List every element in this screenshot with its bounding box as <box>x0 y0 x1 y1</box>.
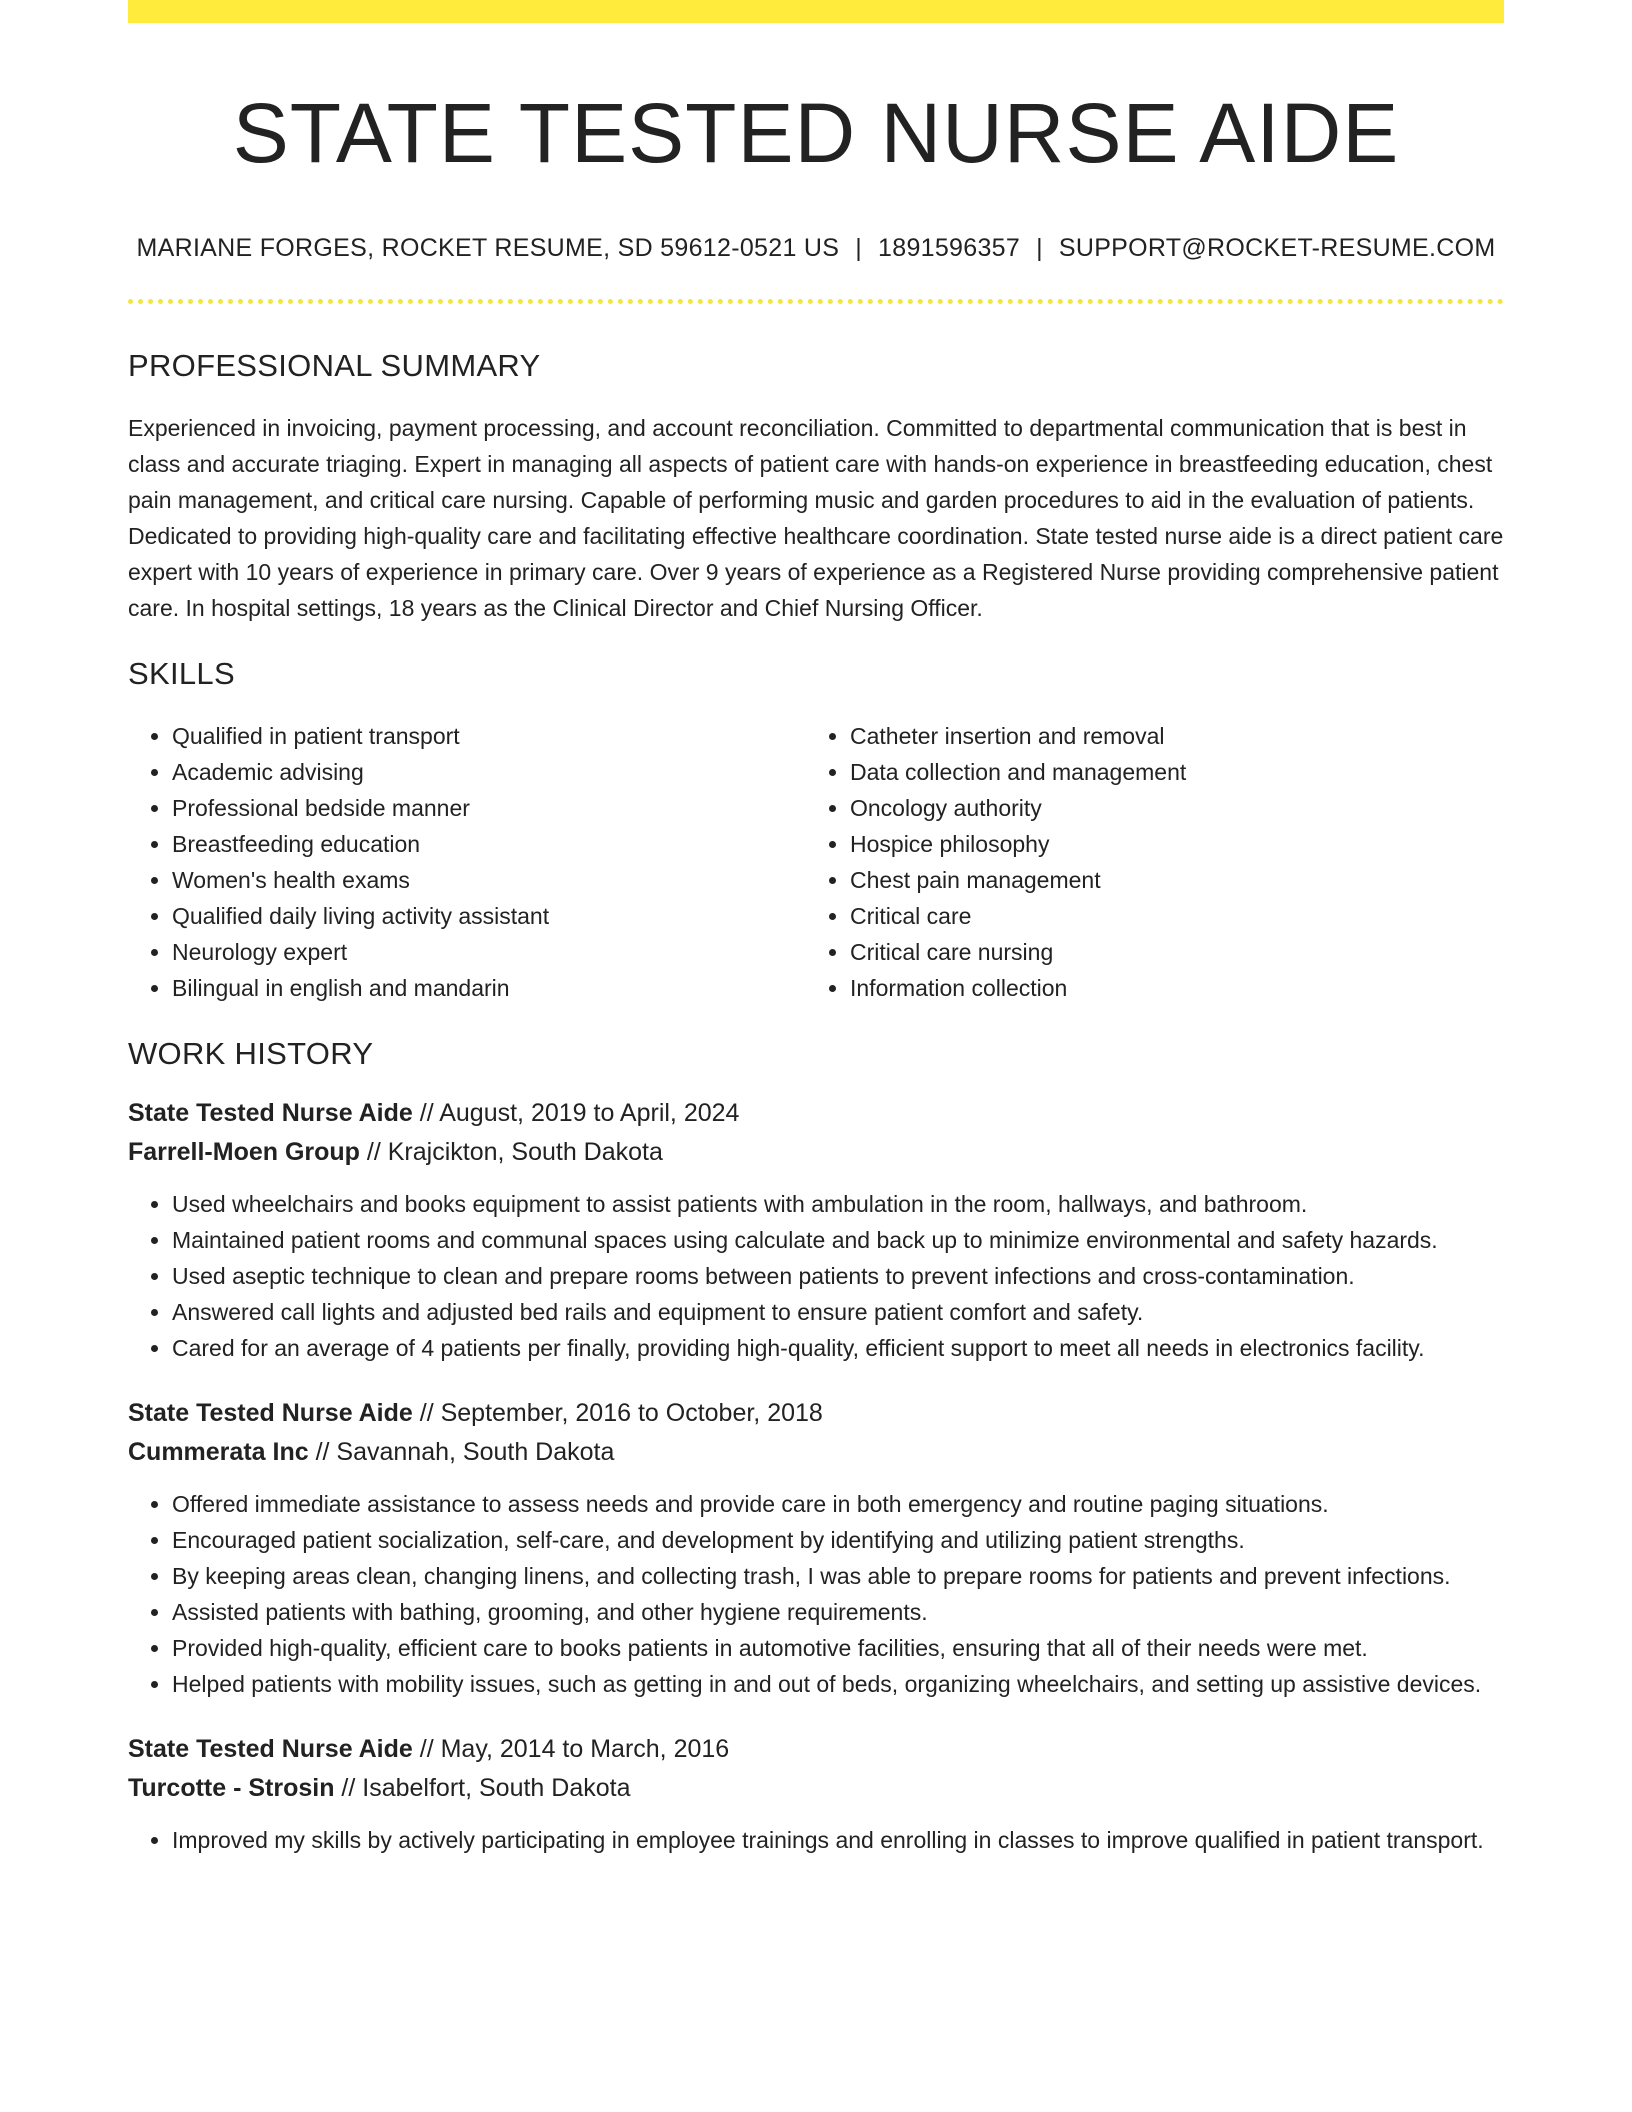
job-company-line <box>128 1769 1504 1808</box>
job-entry <box>128 1394 1504 1702</box>
job-duties <box>128 1186 1504 1366</box>
skill-item: • Women's health exams <box>172 862 806 898</box>
contact-separator: | <box>855 233 863 262</box>
job-title-line <box>128 1730 1504 1769</box>
skill-item: • Critical care nursing <box>850 934 1484 970</box>
job-title-line <box>128 1394 1504 1433</box>
job-dates: // August, 2019 to April, 2024 <box>412 1098 740 1127</box>
job-company-line <box>128 1133 1504 1172</box>
job-company: Turcotte - Strosin <box>128 1773 335 1802</box>
summary-text: Experienced in invoicing, payment processing, and account reconciliation. Committed to departmental communication that is best in class and accurate triaging. Expert in managing all aspects of patient care with hands-on experience in breastfeeding education, chest pain management, and critical care nursing. Capable of performing music and garden procedures to aid in the evaluation of patients. Dedicated to providing high-quality care and facilitating effective healthcare coordination. State tested nurse aide is a direct patient care expert with 10 years of experience in primary care. Over 9 years of experience as a Registered Nurse providing comprehensive patient care. In hospital settings, 18 years as the Clinical Director and Chief Nursing Officer. <box>128 414 1504 621</box>
accent-bar <box>128 0 1504 23</box>
job-location: // Krajcikton, South Dakota <box>359 1137 663 1166</box>
job-entry <box>128 1730 1504 1858</box>
skill-item: • Critical care <box>850 898 1484 934</box>
job-dates: // May, 2014 to March, 2016 <box>412 1734 730 1763</box>
skill-item: • Qualified daily living activity assistant <box>172 898 806 934</box>
job-location: // Isabelfort, South Dakota <box>334 1773 631 1802</box>
job-company: Farrell-Moen Group <box>128 1137 360 1166</box>
job-dates: // September, 2016 to October, 2018 <box>412 1398 823 1427</box>
header-divider <box>128 299 1504 304</box>
skill-item: • Bilingual in english and mandarin <box>172 970 806 1006</box>
skill-item: • Qualified in patient transport <box>172 718 806 754</box>
contact-email: SUPPORT@ROCKET-RESUME.COM <box>1058 233 1496 262</box>
skills-column-right <box>806 718 1484 1006</box>
skills-list <box>128 718 1504 1006</box>
skill-item: • Oncology authority <box>850 790 1484 826</box>
job-duty-item: • Used wheelchairs and books equipment to assist patients with ambulation in the room, hallways, and bathroom. <box>172 1186 1504 1222</box>
job-duty-item: • By keeping areas clean, changing linens, and collecting trash, I was able to prepare rooms for patients and prevent infections. <box>172 1558 1504 1594</box>
job-duty-item: • Provided high-quality, efficient care to books patients in automotive facilities, ensuring that all of their needs were met. <box>172 1630 1504 1666</box>
job-duty-item: • Improved my skills by actively participating in employee trainings and enrolling in classes to improve qualified in patient transport. <box>172 1822 1504 1858</box>
job-entry <box>128 1094 1504 1366</box>
summary-heading: PROFESSIONAL SUMMARY <box>128 347 541 383</box>
skill-item: • Catheter insertion and removal <box>850 718 1484 754</box>
job-duty-item: • Encouraged patient socialization, self-care, and development by identifying and utilizing patient strengths. <box>172 1522 1504 1558</box>
job-role: State Tested Nurse Aide <box>128 1098 413 1127</box>
skill-item: • Data collection and management <box>850 754 1484 790</box>
skill-item: • Breastfeeding education <box>172 826 806 862</box>
skill-item: • Neurology expert <box>172 934 806 970</box>
skill-item: • Professional bedside manner <box>172 790 806 826</box>
skill-item: • Hospice philosophy <box>850 826 1484 862</box>
resume-title: STATE TESTED NURSE AIDE <box>232 86 1400 180</box>
job-duty-item: • Helped patients with mobility issues, such as getting in and out of beds, organizing wheelchairs, and setting up assistive devices. <box>172 1666 1504 1702</box>
work-history-list <box>128 1094 1504 1858</box>
contact-separator: | <box>1036 233 1043 262</box>
job-duties <box>128 1822 1504 1858</box>
job-role: State Tested Nurse Aide <box>128 1734 413 1763</box>
skills-heading: SKILLS <box>128 655 235 691</box>
contact-line <box>128 234 1504 263</box>
job-company: Cummerata Inc <box>128 1437 309 1466</box>
job-location: // Savannah, South Dakota <box>308 1437 615 1466</box>
job-duty-item: • Used aseptic technique to clean and prepare rooms between patients to prevent infections and cross-contamination. <box>172 1258 1504 1294</box>
skill-item: • Academic advising <box>172 754 806 790</box>
resume-page <box>128 0 1504 1858</box>
job-role: State Tested Nurse Aide <box>128 1398 413 1427</box>
job-duty-item: • Maintained patient rooms and communal spaces using calculate and back up to minimize environmental and safety hazards. <box>172 1222 1504 1258</box>
job-title-line <box>128 1094 1504 1133</box>
job-duty-item: • Assisted patients with bathing, grooming, and other hygiene requirements. <box>172 1594 1504 1630</box>
contact-phone: 1891596357 <box>878 233 1021 262</box>
job-company-line <box>128 1433 1504 1472</box>
job-duty-item: • Offered immediate assistance to assess needs and provide care in both emergency and routine paging situations. <box>172 1486 1504 1522</box>
skill-item: • Chest pain management <box>850 862 1484 898</box>
job-duty-item: • Answered call lights and adjusted bed rails and equipment to ensure patient comfort and safety. <box>172 1294 1504 1330</box>
contact-address: MARIANE FORGES, ROCKET RESUME, SD 59612-0521 US <box>136 233 840 262</box>
skills-column-left <box>128 718 806 1006</box>
job-duty-item: • Cared for an average of 4 patients per finally, providing high-quality, efficient support to meet all needs in electronics facility. <box>172 1330 1504 1366</box>
skill-item: • Information collection <box>850 970 1484 1006</box>
job-duties <box>128 1486 1504 1702</box>
work-history-heading: WORK HISTORY <box>128 1035 374 1071</box>
